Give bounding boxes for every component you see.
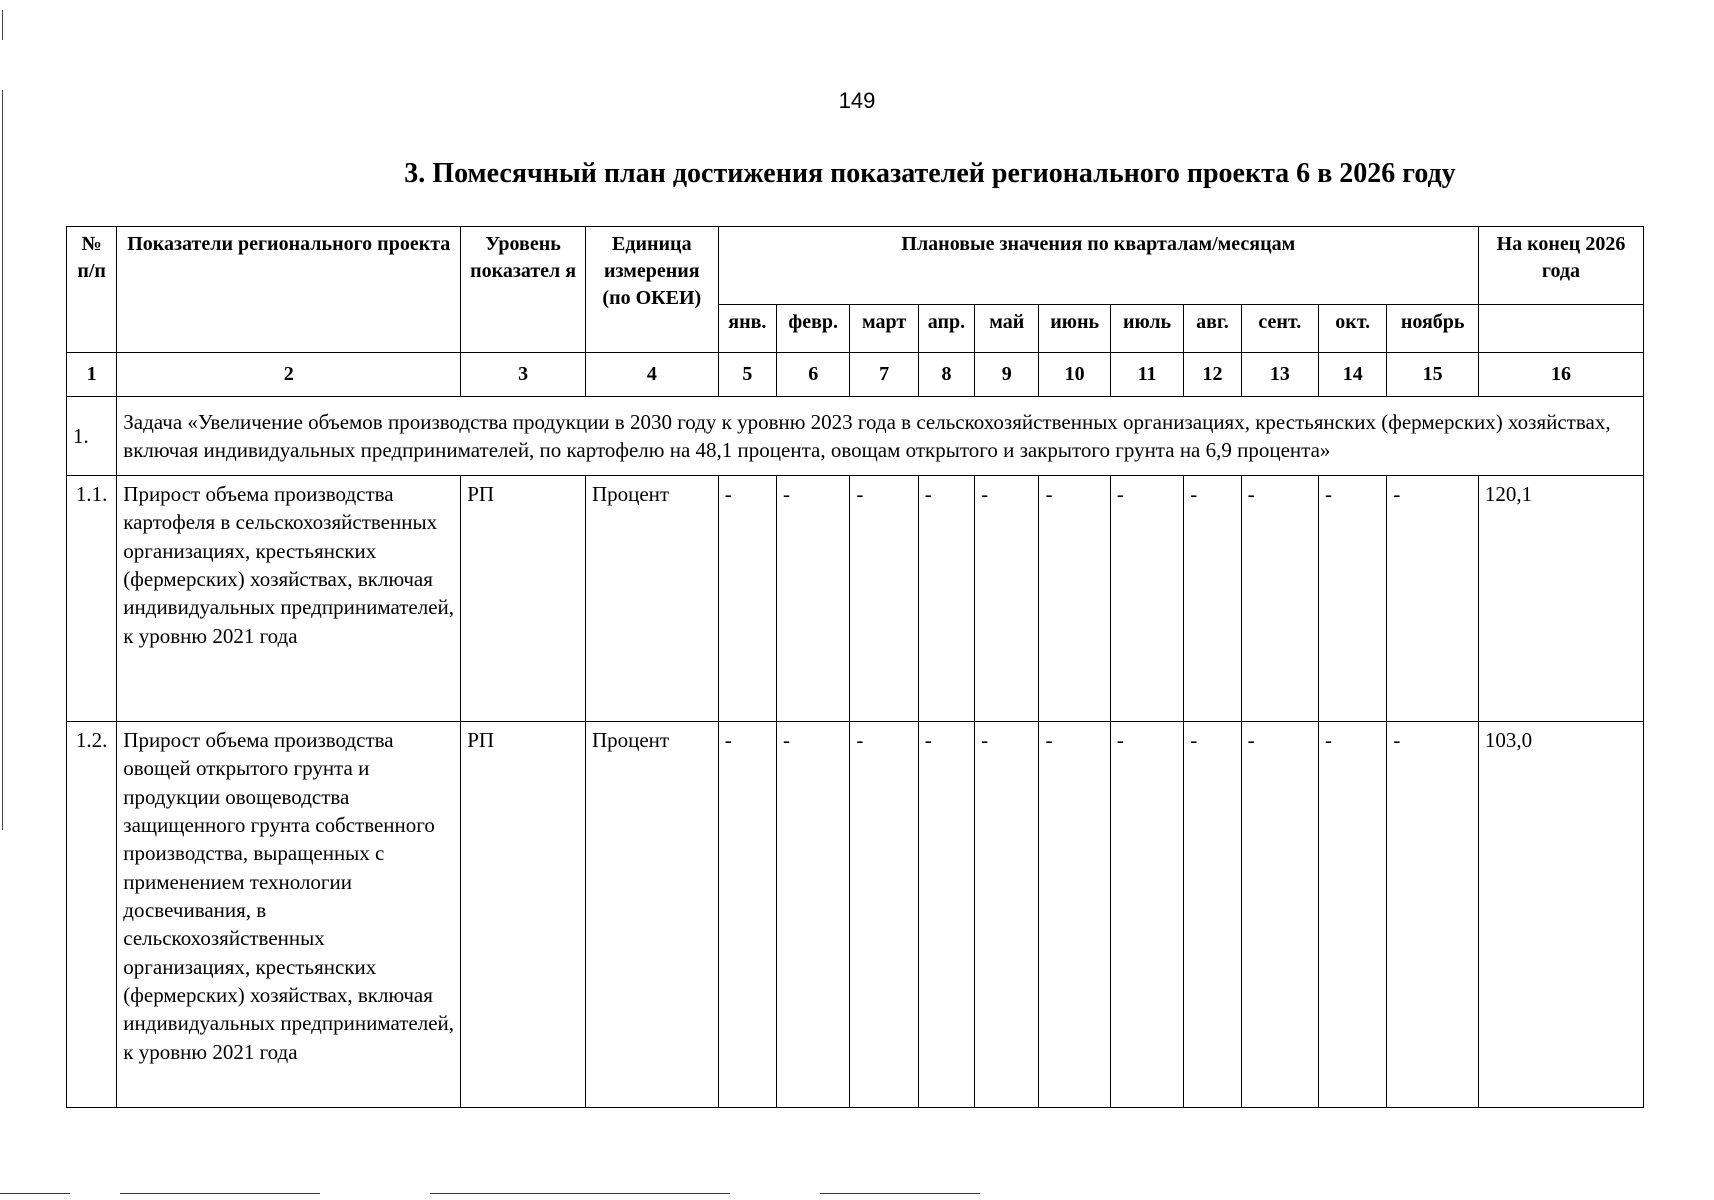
month-value-cell: - [777, 476, 850, 722]
month-value-cell: - [1039, 476, 1110, 722]
row-number: 1.2. [67, 722, 117, 1108]
header-month: март [850, 305, 918, 353]
column-number: 3 [461, 353, 586, 397]
column-number: 15 [1387, 353, 1479, 397]
unit-cell: Процент [585, 722, 718, 1108]
header-year-end-empty [1478, 305, 1643, 353]
month-value-cell: - [850, 722, 918, 1108]
column-number: 6 [777, 353, 850, 397]
header-month: янв. [718, 305, 776, 353]
header-month: июнь [1039, 305, 1110, 353]
task-row [67, 397, 1644, 476]
header-month: окт. [1319, 305, 1387, 353]
column-number: 4 [585, 353, 718, 397]
month-value-cell: - [718, 476, 776, 722]
header-num: № п/п [67, 227, 117, 353]
year-end-value: 120,1 [1478, 476, 1643, 722]
month-value-cell: - [777, 722, 850, 1108]
table-row [67, 476, 1644, 722]
level-cell: РП [461, 476, 586, 722]
header-unit: Единица измерения (по ОКЕИ) [585, 227, 718, 353]
header-month: июль [1110, 305, 1183, 353]
header-month: ноябрь [1387, 305, 1479, 353]
month-value-cell: - [1110, 722, 1183, 1108]
month-value-cell: - [1387, 722, 1479, 1108]
level-cell: РП [461, 722, 586, 1108]
month-value-cell: - [1387, 476, 1479, 722]
left-margin-line-top [2, 10, 3, 40]
column-number: 9 [975, 353, 1039, 397]
left-margin-line [2, 90, 3, 830]
column-number: 7 [850, 353, 918, 397]
header-year-end: На конец 2026 года [1478, 227, 1643, 305]
month-value-cell: - [1241, 476, 1318, 722]
header-month: авг. [1184, 305, 1241, 353]
document-title: 3. Помесячный план достижения показателей регионального проекта 6 в 2026 году [404, 158, 1456, 189]
column-number-row [67, 353, 1644, 397]
column-number: 10 [1039, 353, 1110, 397]
header-month: сент. [1241, 305, 1318, 353]
month-value-cell: - [1319, 722, 1387, 1108]
indicator-cell: Прирост объема производства овощей открытого грунта и продукции овощеводства защищенного грунта собственного производства, выращенных с применением технологии досвечивания, в сельскохозяйственных организациях, крестьянских (фермерских) хозяйствах, включая индивидуальных предпринимателей, к уровню 2021 года [117, 722, 461, 1108]
month-value-cell: - [1110, 476, 1183, 722]
task-text: Задача «Увеличение объемов производства продукции в 2030 году к уровню 2023 года в сельскохозяйственных организациях, крестьянских (фермерских) хозяйствах, включая индивидуальных предпринимателей, по картофелю на 48,1 процента, овощам открытого и закрытого грунта на 6,9 процента» [117, 397, 1644, 476]
header-planned-values: Плановые значения по кварталам/месяцам [718, 227, 1478, 305]
column-number: 2 [117, 353, 461, 397]
header-month: апр. [918, 305, 974, 353]
footer-rule [820, 1193, 980, 1194]
month-value-cell: - [975, 476, 1039, 722]
page-number: 149 [838, 88, 876, 113]
month-value-cell: - [1039, 722, 1110, 1108]
column-number: 16 [1478, 353, 1643, 397]
month-value-cell: - [850, 476, 918, 722]
unit-cell: Процент [585, 476, 718, 722]
table-row [67, 722, 1644, 1108]
month-value-cell: - [918, 476, 974, 722]
month-value-cell: - [1184, 476, 1241, 722]
header-level: Уровень показател я [461, 227, 586, 353]
footer-rule [0, 1193, 70, 1194]
month-value-cell: - [975, 722, 1039, 1108]
footer-rule [430, 1193, 730, 1194]
task-number: 1. [67, 397, 117, 476]
column-number: 14 [1319, 353, 1387, 397]
column-number: 8 [918, 353, 974, 397]
indicator-cell: Прирост объема производства картофеля в сельскохозяйственных организациях, крестьянских (фермерских) хозяйствах, включая индивидуальных предпринимателей, к уровню 2021 года [117, 476, 461, 722]
column-number: 5 [718, 353, 776, 397]
header-month: февр. [777, 305, 850, 353]
column-number: 12 [1184, 353, 1241, 397]
year-end-value: 103,0 [1478, 722, 1643, 1108]
column-number: 1 [67, 353, 117, 397]
month-value-cell: - [1241, 722, 1318, 1108]
row-number: 1.1. [67, 476, 117, 722]
monthly-plan-table [66, 226, 1644, 1108]
footer-rule [120, 1193, 320, 1194]
header-month: май [975, 305, 1039, 353]
month-value-cell: - [1184, 722, 1241, 1108]
column-number: 13 [1241, 353, 1318, 397]
month-value-cell: - [718, 722, 776, 1108]
column-number: 11 [1110, 353, 1183, 397]
header-indicator: Показатели регионального проекта [117, 227, 461, 353]
month-value-cell: - [918, 722, 974, 1108]
month-value-cell: - [1319, 476, 1387, 722]
